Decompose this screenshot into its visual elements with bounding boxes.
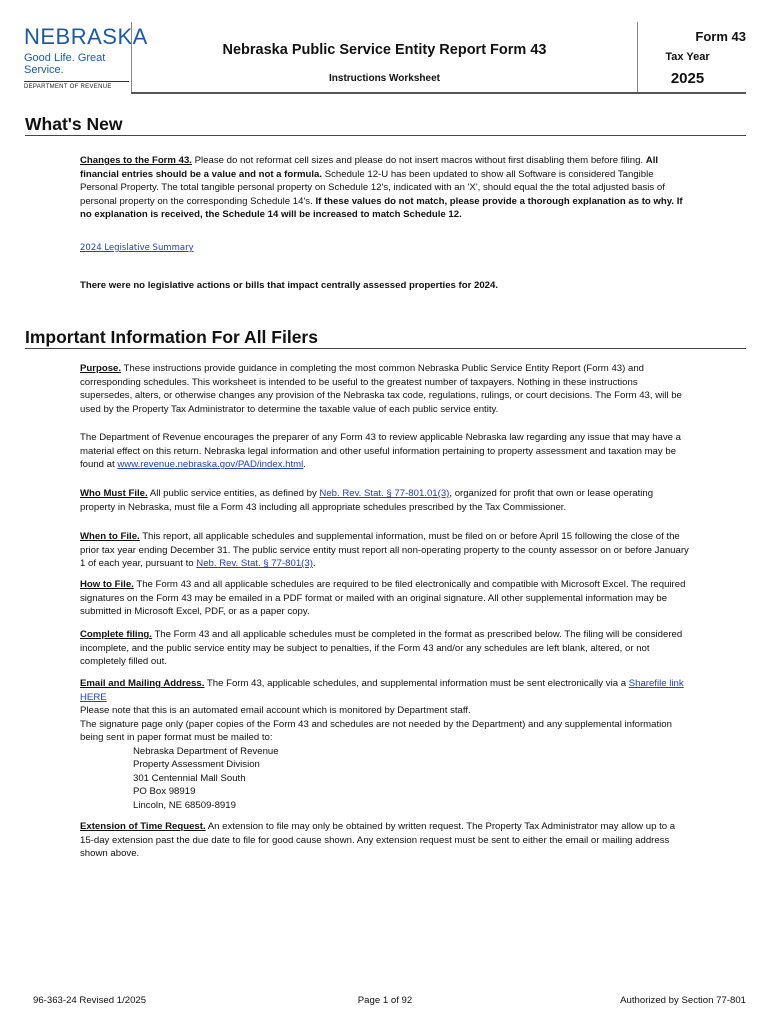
purpose-text: These instructions provide guidance in completing the most common Nebraska Public Service Entity Report (Form 43) and corresponding schedules. This worksheet is intended to be useful to the greatest number of taxpayers. Nothing in these instructions supersedes, alters, or otherwise changes any provision of the Nebraska tax code, regulations, rulings, or court decisions. The Form 43, will be used by the Property Tax Administrator to determine the taxable value of each public service entity. bbox=[80, 363, 682, 415]
address-line: Property Assessment Division bbox=[133, 759, 260, 770]
form-number: Form 43 bbox=[695, 29, 746, 44]
encourage-text: The Department of Revenue encourages the preparer of any Form 43 to review applicable Nebraska law regarding any issue that may have a material effect on this return. Nebraska legal information and other useful information pertaining to property assessment and taxation may be found at bbox=[80, 432, 682, 470]
email-text: The Form 43, applicable schedules, and supplemental information must be sent electronically via a bbox=[204, 678, 629, 689]
complete-text: The Form 43 and all applicable schedules must be completed in the format as prescribed below. The filing will be considered incomplete, and the public service entity may be subject to penalties, if the Form 43 and/or any schedules are left blank, altered, or not completely filled out. bbox=[80, 629, 683, 667]
tax-year-value: 2025 bbox=[670, 70, 705, 87]
mailing-address bbox=[80, 745, 690, 813]
when-text: This report, all applicable schedules and supplemental information, must be filed on or before April 15 following the close of the prior tax year ending December 31. The public service entity must report all non-operating property to the county assessor on or before January 1 of each year, pursuant to bbox=[80, 531, 689, 569]
legislative-link-row bbox=[80, 241, 690, 256]
whats-new-heading: What's New bbox=[25, 114, 746, 136]
email-mailing-paragraph bbox=[80, 677, 690, 812]
when-label: When to File. bbox=[80, 531, 140, 542]
purpose-paragraph bbox=[80, 362, 690, 416]
address-line: Nebraska Department of Revenue bbox=[133, 745, 279, 757]
who-text: All public service entities, as defined by bbox=[147, 488, 320, 499]
address-line: PO Box 98919 bbox=[133, 786, 196, 797]
signature-note: The signature page only (paper copies of the Form 43 and schedules are not needed by the Department) and any supplemental information being sent in paper format must be mailed to: bbox=[80, 718, 672, 743]
how-to-file-paragraph bbox=[80, 578, 690, 619]
page-header bbox=[0, 0, 770, 96]
encourage-end: . bbox=[303, 459, 306, 470]
email-label: Email and Mailing Address. bbox=[80, 678, 205, 689]
changes-text-2: Schedule 12-U has been updated to show all Software is considered Tangible Personal Property. The total tangible personal property on Schedule 12's, indicated with an 'X', should equal the the total adjusted basis of personal property on the corresponding Schedule 14's. bbox=[80, 168, 665, 207]
header-rule bbox=[131, 92, 746, 94]
statute-80101-link[interactable]: Neb. Rev. Stat. § 77-801.01(3) bbox=[319, 488, 450, 499]
extension-label: Extension of Time Request. bbox=[80, 821, 206, 832]
complete-label: Complete filing. bbox=[80, 629, 152, 640]
changes-paragraph bbox=[80, 154, 690, 222]
revenue-website-link[interactable]: www.revenue.nebraska.gov/PAD/index.html bbox=[117, 459, 304, 470]
changes-bold-2: If these values do not match, please provide a thorough explanation as to why. If no explanation is received, the Schedule 14 will be increased to match Schedule 12. bbox=[80, 195, 683, 220]
tax-year-label: Tax Year bbox=[665, 51, 710, 63]
changes-label: Changes to the Form 43. bbox=[80, 155, 192, 166]
email-note: Please note that this is an automated email account which is monitored by Department staff. bbox=[80, 705, 471, 716]
logo-tagline: Good Life. Great Service. bbox=[24, 52, 106, 76]
when-to-file-paragraph bbox=[80, 530, 690, 571]
changes-bold: All financial entries should be a value and not a formula. bbox=[80, 155, 659, 180]
extension-text: An extension to file may only be obtained by written request. The Property Tax Administrator may allow up to a 15-day extension past the due date to file for good cause shown. Any extension request must be sent to either the email or mailing address shown above. bbox=[80, 821, 676, 859]
logo-wordmark: NEBRASKA bbox=[24, 24, 148, 49]
changes-text: Please do not reformat cell sizes and please do not insert macros without first disabling them before filing. bbox=[191, 155, 646, 166]
extension-paragraph bbox=[80, 820, 690, 861]
footer-form-id: 96-363-24 Revised 1/2025 bbox=[33, 995, 147, 1006]
sharefile-link[interactable]: Sharefile link HERE bbox=[80, 678, 684, 703]
complete-filing-paragraph bbox=[80, 628, 690, 669]
how-text: The Form 43 and all applicable schedules are required to be filed electronically and compatible with Microsoft Excel. The required signatures on the Form 43 may be emailed in a PDF format or mailed with an original signature. All other supplemental information may be submitted in Microsoft Excel, PDF, or as a paper copy. bbox=[80, 579, 686, 617]
footer-page-number: Page 1 of 92 bbox=[357, 995, 413, 1006]
encourage-paragraph bbox=[80, 431, 690, 472]
legislative-summary-link[interactable]: 2024 Legislative Summary bbox=[80, 243, 194, 253]
header-divider-right bbox=[637, 22, 638, 92]
address-line: Lincoln, NE 68509-8919 bbox=[133, 799, 236, 811]
address-line: 301 Centennial Mall South bbox=[133, 772, 246, 784]
statute-801-link[interactable]: Neb. Rev. Stat. § 77-801(3) bbox=[196, 558, 313, 569]
when-text-2: . bbox=[312, 558, 316, 569]
how-label: How to File. bbox=[80, 579, 134, 590]
logo-department: DEPARTMENT OF REVENUE bbox=[24, 84, 112, 90]
purpose-label: Purpose. bbox=[80, 363, 122, 374]
who-text-2: , organized for profit that own or lease operating property in Nebraska, must file a Form 43 including all appropriate schedules prescribed by the Tax Commissioner. bbox=[80, 488, 654, 513]
who-must-file-paragraph bbox=[80, 487, 690, 514]
no-actions-text: There were no legislative actions or bills that impact centrally assessed properties for 2024. bbox=[80, 280, 499, 291]
who-label: Who Must File. bbox=[80, 488, 148, 499]
nebraska-logo bbox=[24, 24, 148, 92]
page-title: Nebraska Public Service Entity Report Form 43 bbox=[222, 42, 547, 58]
page-subtitle: Instructions Worksheet bbox=[329, 73, 440, 84]
important-info-heading: Important Information For All Filers bbox=[25, 327, 746, 349]
footer-authority: Authorized by Section 77-801 bbox=[620, 995, 746, 1006]
logo-divider bbox=[24, 81, 129, 82]
